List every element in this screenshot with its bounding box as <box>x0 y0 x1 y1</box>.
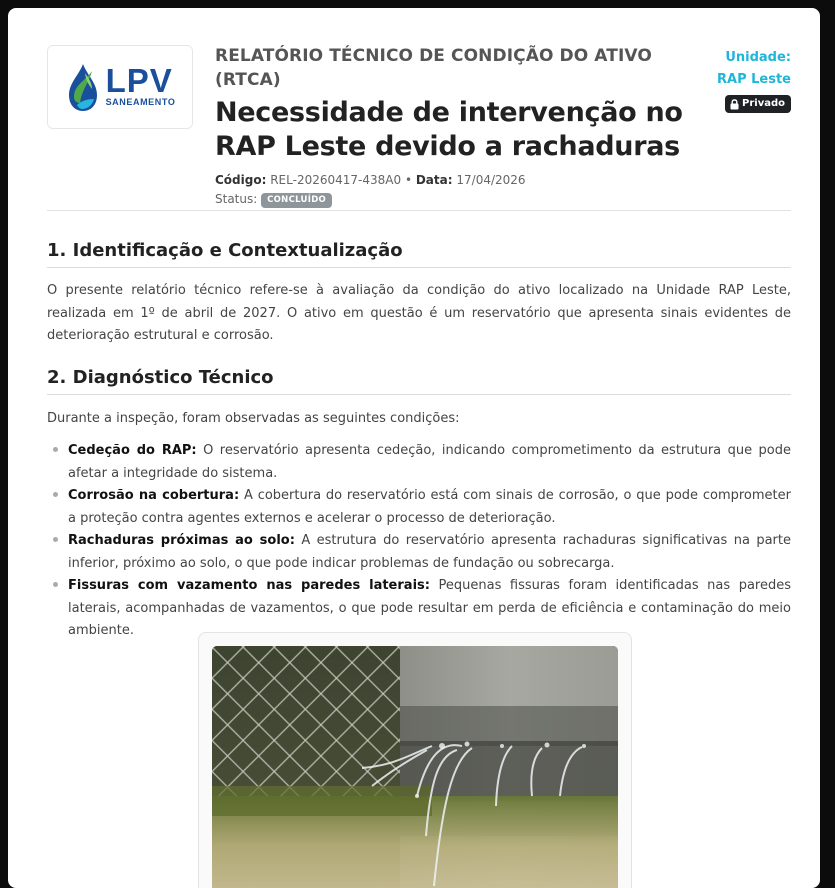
condition-label: Fissuras com vazamento nas paredes laterais: <box>68 578 430 593</box>
report-content <box>47 8 791 643</box>
condition-text: A estrutura do reservatório apresenta rachaduras significativas na parte inferior, próximo ao solo, o que pode indicar problemas de fundação ou sobrecarga. <box>68 533 791 571</box>
inspection-photo-card <box>198 632 632 888</box>
unit-info <box>717 47 791 114</box>
list-item <box>47 485 791 530</box>
section-heading: 2. Diagnóstico Técnico <box>47 365 791 395</box>
status-row <box>215 190 695 209</box>
water-drop-logo-icon <box>65 61 101 113</box>
section-heading: 1. Identificação e Contextualização <box>47 238 791 268</box>
lock-icon <box>730 99 739 110</box>
condition-label: Corrosão na cobertura: <box>68 488 240 503</box>
condition-text: Pequenas fissuras foram identificadas nas paredes laterais, acompanhadas de vazamentos, o que pode resultar em perda de eficiência e contaminação do meio ambiente. <box>68 578 791 638</box>
logo-subtext: SANEAMENTO <box>105 97 176 107</box>
date-label: Data: <box>415 173 453 187</box>
company-logo <box>47 45 193 129</box>
status-label: Status: <box>215 192 258 206</box>
section-diagnosis <box>47 365 791 643</box>
section-identification <box>47 238 791 348</box>
header-main <box>215 44 695 209</box>
condition-text: A cobertura do reservatório está com sinais de corrosão, o que pode comprometer a proteção contra agentes externos e acelerar o processo de deterioração. <box>68 488 791 526</box>
meta-separator: • <box>404 173 413 187</box>
inspection-photo[interactable] <box>212 646 618 888</box>
date-value: 17/04/2026 <box>456 173 526 187</box>
document-meta <box>215 171 695 190</box>
unit-value: RAP Leste <box>717 72 791 87</box>
condition-label: Cedeção do RAP: <box>68 443 197 458</box>
list-item <box>47 530 791 575</box>
report-page <box>8 8 820 888</box>
report-header <box>47 8 791 211</box>
code-value: REL-20260417-438A0 <box>270 173 402 187</box>
list-item <box>47 440 791 485</box>
visibility-badge <box>725 95 791 113</box>
code-label: Código: <box>215 173 267 187</box>
visibility-label: Privado <box>742 98 785 109</box>
section-body: O presente relatório técnico refere-se à avaliação da condição do ativo localizado na Unidade RAP Leste, realizada em 1º de abril de 2027. O ativo em questão é um reservatório que apresenta sinais evidentes de deterioração estrutural e corrosão. <box>47 283 791 343</box>
condition-label: Rachaduras próximas ao solo: <box>68 533 295 548</box>
logo-text: LPV <box>105 62 173 99</box>
status-badge: CONCLUÍDO <box>261 193 332 208</box>
unit-label: Unidade: <box>725 50 791 65</box>
condition-text: O reservatório apresenta cedeção, indicando comprometimento da estrutura que pode afetar a integridade do sistema. <box>68 443 791 481</box>
section-intro: Durante a inspeção, foram observadas as seguintes condições: <box>47 410 460 426</box>
page-title: Necessidade de intervenção no RAP Leste devido a rachaduras <box>215 97 683 162</box>
conditions-list <box>47 440 791 643</box>
document-type: RELATÓRIO TÉCNICO DE CONDIÇÃO DO ATIVO (RTCA) <box>215 46 652 90</box>
